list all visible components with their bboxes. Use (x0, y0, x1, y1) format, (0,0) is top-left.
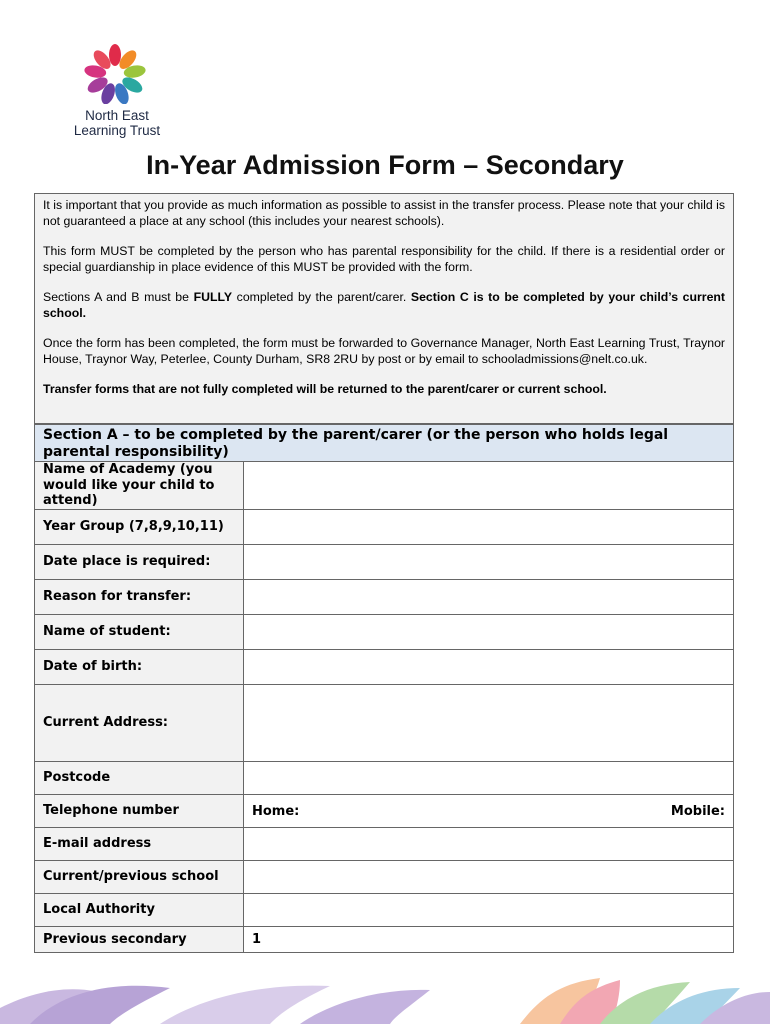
page-title: In-Year Admission Form – Secondary (146, 150, 624, 180)
intro-p3-mid: completed by the parent/carer. (232, 290, 411, 304)
student-name-label: Name of student: (35, 615, 244, 650)
email-label: E-mail address (35, 828, 244, 861)
intro-p3-pre: Sections A and B must be (43, 290, 194, 304)
flower-logo-icon (78, 42, 153, 104)
prev-secondary-field[interactable]: 1 (244, 927, 734, 953)
telephone-label: Telephone number (35, 795, 244, 828)
la-field[interactable] (244, 894, 734, 927)
table-row (35, 650, 734, 685)
intro-paragraph-2: This form MUST be completed by the person who has parental responsibility for the child. If there is a residential order or special guardianship in place evidence of this MUST be provided with the form. (43, 244, 725, 274)
intro-paragraph-5 (43, 381, 725, 397)
school-field[interactable] (244, 861, 734, 894)
dob-label: Date of birth: (35, 650, 244, 685)
prev-secondary-label: Previous secondary (35, 927, 244, 953)
intro-warning: Transfer forms that are not fully completed will be returned to the parent/carer or current school. (43, 382, 607, 396)
logo-line-1: North East (85, 108, 149, 123)
table-row (35, 510, 734, 545)
table-row (35, 685, 734, 762)
table-row (35, 828, 734, 861)
academy-label: Name of Academy (you would like your child to attend) (35, 462, 244, 510)
intro-paragraph-1: It is important that you provide as much information as possible to assist in the transfer process. Please note that your child is not guaranteed a place at any school (this includes your nearest schools). (43, 198, 725, 228)
table-row (35, 795, 734, 828)
student-name-field[interactable] (244, 615, 734, 650)
date-required-label: Date place is required: (35, 545, 244, 580)
academy-field[interactable] (244, 462, 734, 510)
telephone-field[interactable] (244, 795, 734, 828)
intro-paragraph-4: Once the form has been completed, the form must be forwarded to Governance Manager, North East Learning Trust, Traynor House, Traynor Way, Peterlee, County Durham, SR8 2RU by post or by email to schooladmissions@nelt.co.uk. (43, 336, 725, 366)
logo-line-2: Learning Trust (73, 123, 161, 138)
table-row (35, 545, 734, 580)
table-row (35, 615, 734, 650)
intro-p3-section-c: Section C is to be completed by your child’s current school. (43, 290, 726, 320)
reason-label: Reason for transfer: (35, 580, 244, 615)
intro-paragraph-3 (43, 289, 725, 321)
year-group-label: Year Group (7,8,9,10,11) (35, 510, 244, 545)
section-a-table (34, 461, 734, 953)
intro-p3-fully: FULLY (193, 290, 233, 304)
nelt-logo (58, 42, 173, 142)
school-label: Current/previous school (35, 861, 244, 894)
table-row (35, 894, 734, 927)
intro-box (34, 193, 734, 424)
year-group-field[interactable] (244, 510, 734, 545)
footer-decoration (0, 978, 770, 1024)
logo-text (61, 108, 173, 138)
la-label: Local Authority (35, 894, 244, 927)
table-row (35, 580, 734, 615)
table-row (35, 462, 734, 510)
postcode-field[interactable] (244, 762, 734, 795)
date-required-field[interactable] (244, 545, 734, 580)
postcode-label: Postcode (35, 762, 244, 795)
section-a-header: Section A – to be completed by the parent/carer (or the person who holds legal parental responsibility) (34, 424, 734, 461)
table-row (35, 927, 734, 953)
reason-field[interactable] (244, 580, 734, 615)
table-row (35, 861, 734, 894)
telephone-home-label: Home: (252, 803, 300, 819)
telephone-mobile-label: Mobile: (670, 803, 725, 819)
address-field[interactable] (244, 685, 734, 762)
table-row (35, 762, 734, 795)
address-label: Current Address: (35, 685, 244, 762)
email-field[interactable] (244, 828, 734, 861)
dob-field[interactable] (244, 650, 734, 685)
